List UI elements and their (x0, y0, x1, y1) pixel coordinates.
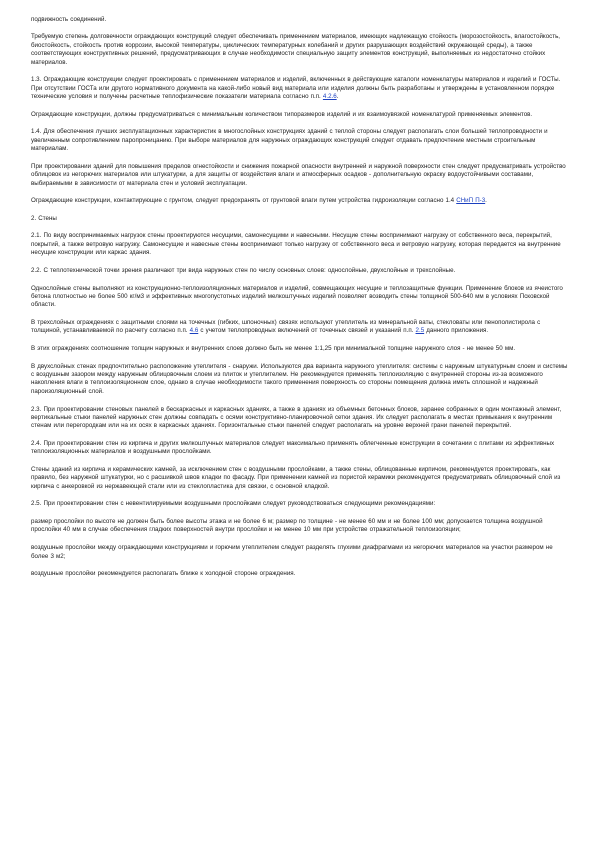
paragraph-continuation: подвижность соединений. (31, 16, 107, 23)
paragraph-typesizes: Ограждающие конструкции, должны предусматриваться с минимальным количеством типоразмеров изделий и их взаимоувязкой номенклатурой применяемых элементов. (31, 110, 533, 118)
paragraph-1-3-materials: 1.3. Ограждающие конструкции следует проектировать с применением материалов и изделий, включенных в действующие каталоги номенклатуры материалов и изделий и ГОСТы. При отсутствии ГОСТа или другого нормативного документа на какой-либо новый вид материала или изделия должны быть разработаны и утверждены в установленном порядке технические условия и получены расчетные теплофизические показатели материала согласно п.п. 4.2.6. (31, 76, 561, 101)
paragraph-layer-ratio: В этих ограждениях соотношение толщин наружных и внутренних слоев должно быть не менее 1:1,25 при минимальной толщине наружного слоя - не менее 50 мм. (31, 345, 516, 353)
section-heading-walls: 2. Стены (31, 214, 57, 222)
paragraph-brick-facade: Стены зданий из кирпича и керамических камней, за исключением стен с воздушными прослойками, а также стены, облицованные кирпичом, рекомендуется проектировать, как правило, без наружной штукатурки, но с расшивкой швов кладки по фасаду. При применении камней из пористой керамики рекомендуется предусматривать облицовочный слой из кирпича с анкеровкой из нержавеющей стали или из стеклопластика для связки, с основной кладкой. (31, 466, 561, 490)
paragraph-ground-contact: Ограждающие конструкции, контактирующие с грунтом, следует предохранять от грунтовой влаги путем устройства гидроизоляции согласно 1.4 СНиП П-3. (31, 197, 487, 205)
paragraph-durability: Требуемую степень долговечности ограждающих конструкций следует обеспечивать применением материалов, имеющих надлежащую стойкость (морозостойкость, влагостойкость, биостойкость, стойкость против коррозии, высокой температуры, циклических температурных колебаний и других разрушающих воздействий окружающей среды), а также соответствующих конструктивных решений, предусматривающих в случае необходимости специальную защиту элементов конструкций, выполняемых из недостаточно стойких материалов. (31, 33, 561, 66)
paragraph-1-4-layers: 1.4. Для обеспечения лучших эксплуатационных характеристик в многослойных конструкциях зданий с теплой стороны следует располагать слои большей теплопроводности и увеличенным сопротивлением паропроницанию. При выборе материалов для наружных ограждающих конструкций следует отдавать предпочтение местным строительным материалам. (31, 128, 548, 153)
link-ref-4-2-6[interactable]: 4.2.6 (322, 93, 337, 101)
paragraph-2-2-wall-types: 2.2. С теплотехнической точки зрения различают три вида наружных стен по числу основных слоев: однослойные, двухслойные и трехслойные. (31, 266, 456, 274)
link-ref-2-5[interactable]: 2.5 (415, 327, 425, 335)
paragraph-2-3-panels: 2.3. При проектировании стеновых панелей в бескаркасных и каркасных зданиях, а также в зданиях из объемных бетонных блоков, заранее собранных в один монтажный элемент, вертикальные стыки панелей наружных стен должны совпадать с осями конструктивно-планировочной сетки здания. Их следует располагать в местах примыкания к внутренним стенам или перегородкам или на их осях в каркасных зданиях. Горизонтальные стыки панелей следует располагать на уровне верхней грани панелей перекрытий. (31, 405, 562, 430)
paragraph-three-layer: В трехслойных ограждениях с защитными слоями на точечных (гибких, шпоночных) связях используют утеплитель из минеральной ваты, стекловаты или пенополистирола с толщиной, устанавливаемой по расчету согласно п.п. 4.6 с учетом теплопроводных включений от точечных связей и указаний п.п. 2.5 данного приложения. (31, 319, 541, 335)
paragraph-gap-location: воздушные прослойки рекомендуется располагать ближе к холодной стороне ограждения. (31, 570, 296, 578)
paragraph-2-4-brick: 2.4. При проектировании стен из кирпича и других мелкоштучных материалов следует максимально применять облегченные конструкции в сочетании с плитами из эффективных теплоизоляционных материалов и воздушными прослойками. (31, 439, 555, 456)
paragraph-gap-diaphragms: воздушные прослойки между ограждающими конструкциями и горючим утеплителем следует разделять глухими диафрагмами из негорючих материалов на участки размером не более 3 м2; (31, 544, 553, 560)
paragraph-gap-size: размер прослойки по высоте не должен быть более высоты этажа и не более 6 м; размер по толщине - не менее 60 мм и не более 100 мм; допускается толщина воздушной прослойки 40 мм в случае обеспечения гладких поверхностей внутри прослойки и не менее 10 мм при устройстве отражательной теплоизоляции; (31, 518, 543, 534)
link-snip-p-3[interactable]: СНиП П-3 (456, 197, 486, 205)
paragraph-single-layer: Однослойные стены выполняют из конструкционно-теплоизоляционных материалов и изделий, совмещающих несущие и теплозащитные функции. Применение блоков из ячеистого бетона плотностью не более 500 кг/м3 и эффективных многопустотных изделий мелкоштучных изделий позволяет возводить стены толщиной 500-640 мм в условиях Псковской области. (31, 284, 563, 309)
paragraph-two-layer: В двухслойных стенах предпочтительно расположение утеплителя - снаружи. Используются два варианта наружного утеплителя: системы с наружным штукатурным слоем и системы с воздушным зазором между наружным облицовочным слоем из плиток и утеплителем. Не рекомендуется применять теплоизоляцию с внутренней стороны из-за возможного накопления влаги в теплоизоляционном слое, однако в случае необходимости такого применения поверхность со стороны помещения должна иметь сплошной и надежный пароизоляционный слой. (31, 362, 568, 395)
paragraph-2-5-air-gaps: 2.5. При проектировании стен с невентилируемыми воздушными прослойками следует руководствоваться следующими рекомендациями: (31, 500, 436, 508)
paragraph-2-1-loads: 2.1. По виду воспринимаемых нагрузок стены проектируются несущими, самонесущими и навесными. Несущие стены воспринимают нагрузку от собственного веса, перекрытий, покрытий, а также ветровую нагрузку. Самонесущие и навесные стены воспринимают только нагрузку от собственного веса и ветровую нагрузку, которая передается на внутренние несущие конструкции или каркас здания. (31, 232, 561, 257)
paragraph-fire-protection: При проектировании зданий для повышения пределов огнестойкости и снижения пожарной опасности внутренней и наружной поверхности стен следует предусматривать устройство облицовок из негорючих материалов или штукатурки, а для защиты от воздействия влаги и атмосферных осадков - дополнительную окраску водоустойчивыми составами, выбираемыми в зависимости от материала стен и условий эксплуатации. (31, 162, 566, 187)
link-ref-4-6[interactable]: 4.6 (189, 327, 199, 335)
